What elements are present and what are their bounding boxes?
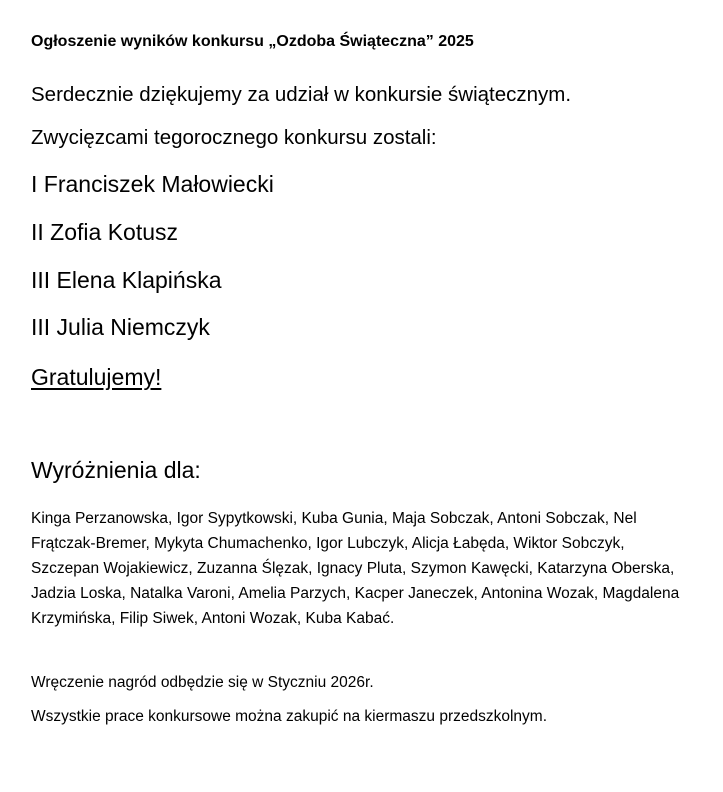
sale-note: Wszystkie prace konkursowe można zakupić na kiermaszu przedszkolnym.: [31, 708, 547, 725]
document-title: Ogłoszenie wyników konkursu „Ozdoba Świąteczna” 2025: [31, 33, 474, 50]
winners-intro: Zwycięzcami tegorocznego konkursu zostali:: [31, 126, 437, 149]
winner-third-place: III Elena Klapińska: [31, 267, 222, 293]
winner-second-place: II Zofia Kotusz: [31, 219, 179, 245]
award-date-note: Wręczenie nagród odbędzie się w Styczniu 2026r.: [31, 674, 374, 691]
honors-list: Kinga Perzanowska, Igor Sypytkowski, Kuba Gunia, Maja Sobczak, Antoni Sobczak, Nel Frątczak-Bremer, Mykyta Chumachenko, Igor Lubczyk, Alicja Łabęda, Wiktor Sobczyk, Szczepan Wojakiewicz, Zuzanna Ślęzak, Ignacy Pluta, Szymon Kawęcki, Katarzyna Oberska, Jadzia Loska, Natalka Varoni, Amelia Parzych, Kacper Janeczek, Antonina Wozak, Magdalena Krzymińska, Filip Siwek, Antoni Wozak, Kuba Kabać.: [31, 510, 680, 627]
thanks-text: Serdecznie dziękujemy za udział w konkursie świątecznym.: [31, 83, 572, 106]
winner-third-place-tie: III Julia Niemczyk: [31, 314, 210, 340]
winner-first-place: I Franciszek Małowiecki: [31, 171, 274, 197]
honors-heading: Wyróżnienia dla:: [31, 457, 201, 483]
congratulations-text: Gratulujemy!: [31, 364, 162, 390]
